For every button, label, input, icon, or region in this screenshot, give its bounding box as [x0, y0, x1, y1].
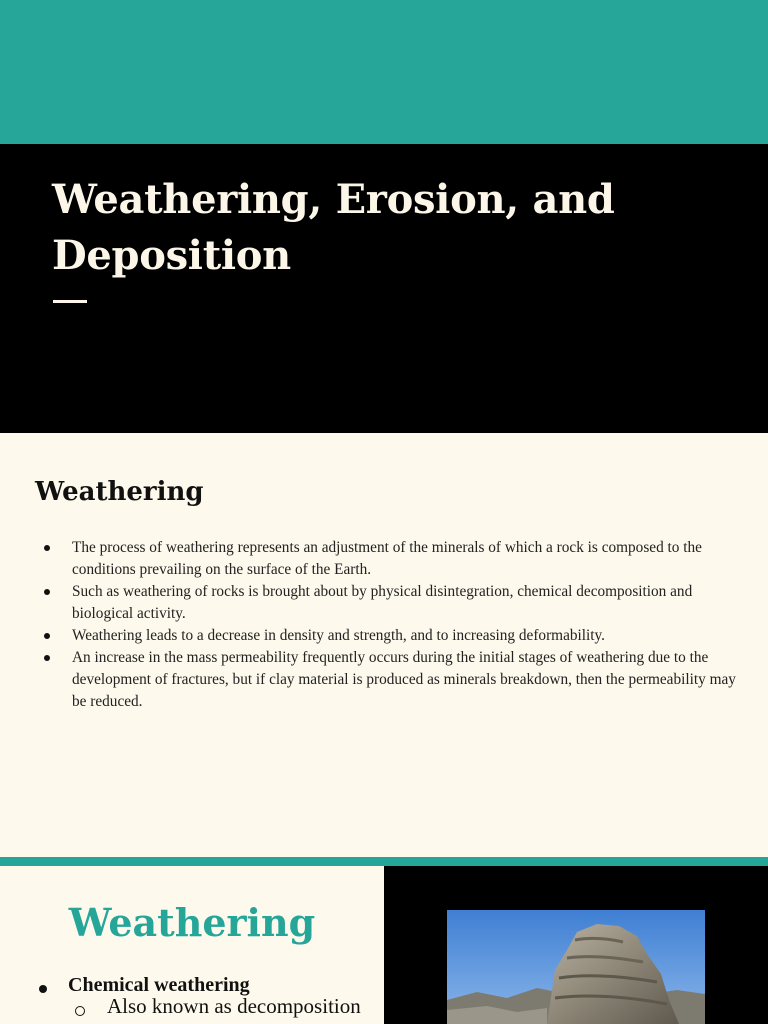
presentation-title: Weathering, Erosion, and Deposition — [52, 176, 615, 279]
hollow-bullet-icon — [75, 1006, 85, 1016]
bullet-dot-icon — [44, 589, 50, 595]
list-item — [0, 581, 740, 625]
bullet-dot-icon — [39, 985, 47, 993]
list-item-text: The process of weathering represents an adjustment of the minerals of which a rock is composed to the conditions prevailing on the surface of the Earth. — [72, 539, 702, 578]
weathering-definition-slide — [0, 433, 768, 857]
teal-divider — [0, 857, 768, 866]
list-item — [0, 537, 740, 581]
slide-heading: Weathering — [68, 900, 316, 945]
sub-list-item-text: Also known as decomposition — [107, 994, 361, 1018]
chemical-weathering-panel — [0, 866, 384, 1024]
title-underline — [53, 300, 87, 303]
slide-heading: Weathering — [35, 477, 204, 507]
rock-formation-icon — [447, 910, 705, 1024]
rock-formation-photo — [447, 910, 705, 1024]
list-item-text: Such as weathering of rocks is brought about by physical disintegration, chemical decomposition and biological activity. — [72, 583, 693, 622]
bullet-dot-icon — [44, 655, 50, 661]
bullet-list — [0, 537, 740, 713]
list-item — [0, 625, 740, 647]
teal-header-band — [0, 0, 768, 144]
bullet-dot-icon — [44, 633, 50, 639]
list-item-text: Chemical weathering — [68, 974, 250, 996]
title-slide — [0, 144, 768, 433]
image-panel — [384, 866, 768, 1024]
list-item — [0, 647, 740, 713]
bullet-dot-icon — [44, 545, 50, 551]
list-item-text: Weathering leads to a decrease in density and strength, and to increasing deformability. — [72, 627, 605, 644]
list-item-text: An increase in the mass permeability frequently occurs during the initial stages of weathering due to the development of fractures, but if clay material is produced as minerals breakdown, then the permeability may be reduced. — [72, 649, 736, 710]
